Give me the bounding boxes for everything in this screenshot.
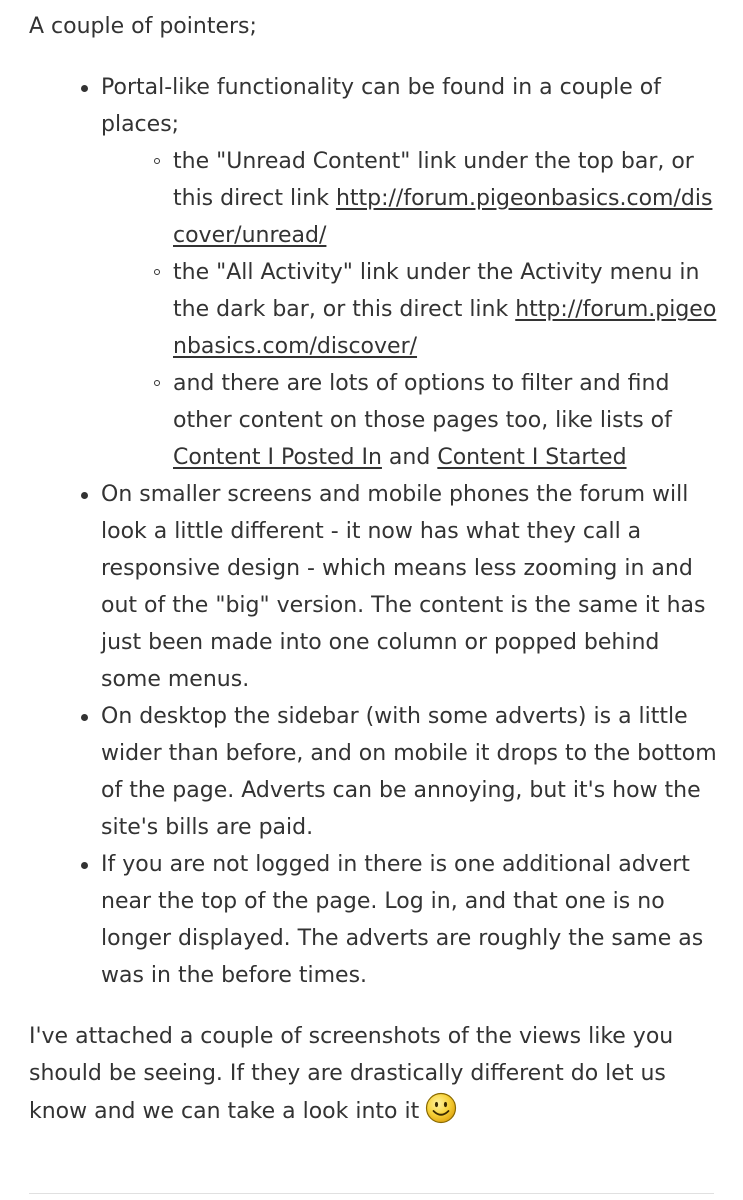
sublist-item-unread	[173, 143, 719, 254]
content-posted-in-link[interactable]: Content I Posted In	[173, 445, 382, 470]
list-item-responsive: On smaller screens and mobile phones the forum will look a little different - it now has what they call a responsive design - which means less zooming in and out of the "big" version. The content is the same it has just been made into one column or popped behind some menus.	[101, 476, 719, 698]
sublist-item-text: and there are lots of options to filter and find other content on those pages too, like lists of	[173, 371, 672, 433]
sublist-item-text: the "Unread Content" link under the top bar, or this direct link	[173, 149, 694, 211]
list-item-adverts: If you are not logged in there is one additional advert near the top of the page. Log in, and that one is no longer displayed. The adverts are roughly the same as was in the before times.	[101, 846, 719, 994]
content-started-link[interactable]: Content I Started	[437, 445, 627, 470]
sublist-item-text: the "All Activity" link under the Activity menu in the dark bar, or this direct link	[173, 260, 700, 322]
unread-content-link[interactable]: http://forum.pigeonbasics.com/discover/unread/	[173, 186, 713, 248]
outro-text-body: I've attached a couple of screenshots of the views like you should be seeing. If they are drastically different do let us know and we can take a look into it	[29, 1024, 674, 1124]
list-item-portal	[101, 69, 719, 476]
smiley-face-icon	[425, 1092, 457, 1136]
list-item-sidebar: On desktop the sidebar (with some adverts) is a little wider than before, and on mobile it drops to the bottom of the page. Adverts can be annoying, but it's how the site's bills are paid.	[101, 698, 719, 846]
intro-text: A couple of pointers;	[29, 14, 257, 39]
sublist-item-all-activity	[173, 254, 719, 365]
pointers-list	[29, 69, 719, 994]
all-activity-link[interactable]: http://forum.pigeonbasics.com/discover/	[173, 297, 717, 359]
sublist-item-filters	[173, 365, 719, 476]
sublist-item-joiner: and	[381, 445, 438, 470]
post-divider	[29, 1193, 714, 1194]
portal-sublist	[101, 143, 719, 476]
list-item-text: Portal-like functionality can be found in a couple of places;	[101, 75, 661, 137]
outro-text	[29, 1018, 709, 1136]
post-content	[29, 8, 719, 1136]
